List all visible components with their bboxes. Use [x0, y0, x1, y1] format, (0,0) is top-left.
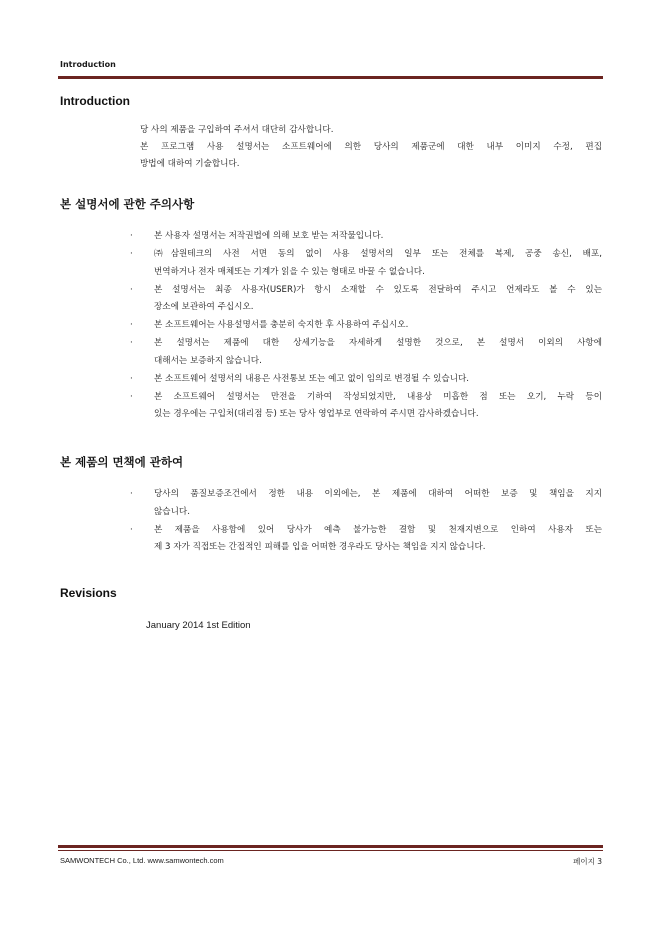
footer-rule-thin: [58, 850, 603, 851]
notice-heading: 본 설명서에 관한 주의사항: [60, 197, 195, 211]
page-number: 페이지 3: [573, 857, 602, 866]
intro-heading: Introduction: [60, 94, 130, 108]
list-item: · 본 소프트웨어 설명서의 내용은 사전통보 또는 예고 없이 임의로 변경될 수 있습니다.: [130, 373, 470, 384]
revisions-heading: Revisions: [60, 586, 117, 600]
disclaimer-list: [128, 486, 602, 557]
list-item: · 당사의 품질보증조건에서 정한 내용 이외에는, 본 제품에 대하여 어떠한 보증 및 책임을 지지 않습니다.: [130, 489, 602, 517]
list-item: · 본 제품을 사용함에 있어 당사가 예측 불가능한 결함 및 천재지변으로 인하여 사용자 또는 제 3 자가 직접또는 간접적인 피해를 입을 어떠한 경우라도 당사는 책임을 지지 않습니다.: [130, 524, 602, 552]
list-item: · 본 사용자 설명서는 저작권법에 의해 보호 받는 저작물입니다.: [130, 231, 384, 241]
footer-company: SAMWONTECH Co., Ltd. www.samwontech.com: [60, 856, 224, 865]
intro-paragraph: [140, 122, 602, 173]
list-item: · 본 설명서는 최종 사용자(USER)가 항시 소재할 수 있도록 전달하여 주시고 언제라도 볼 수 있는 장소에 보관하여 주십시오.: [130, 284, 602, 312]
header-rule: [58, 76, 603, 79]
revision-entry: January 2014 1st Edition: [146, 620, 251, 631]
notice-list: [128, 228, 602, 424]
list-item: · 본 소프트웨어는 사용설명서를 충분히 숙지한 후 사용하여 주십시오.: [130, 320, 409, 330]
intro-line: 방법에 대하여 기술합니다.: [140, 159, 240, 169]
list-item: · 본 설명서는 제품에 대한 상세기능을 자세하게 설명한 것으로, 본 설명서 이외의 사항에 대해서는 보증하지 않습니다.: [130, 338, 602, 366]
footer-rule: [58, 845, 603, 848]
list-item: · ㈜삼원테크의 사전 서면 동의 없이 사용 설명서의 일부 또는 전체를 복제, 공중 송신, 배포, 번역하거나 전자 매체또는 기계가 읽을 수 있는 형태로 바꿀 수 없습니다.: [130, 249, 602, 277]
running-header: Introduction: [60, 60, 116, 69]
intro-line: 본 프로그램 사용 설명서는 소프트웨어에 의한 당사의 제품군에 대한 내부 이미지 수정, 편집: [140, 142, 602, 152]
disclaimer-heading: 본 제품의 면책에 관하여: [60, 455, 184, 469]
list-item: · 본 소프트웨어 설명서는 만전을 기하여 작성되었지만, 내용상 미흡한 점 또는 오기, 누락 등이 있는 경우에는 구입처(대리점 등) 또는 당사 영업부로 연락하여 주시면 감사하겠습니다.: [130, 391, 602, 419]
intro-line: 당 사의 제품을 구입하여 주셔서 대단히 감사합니다.: [140, 125, 334, 135]
